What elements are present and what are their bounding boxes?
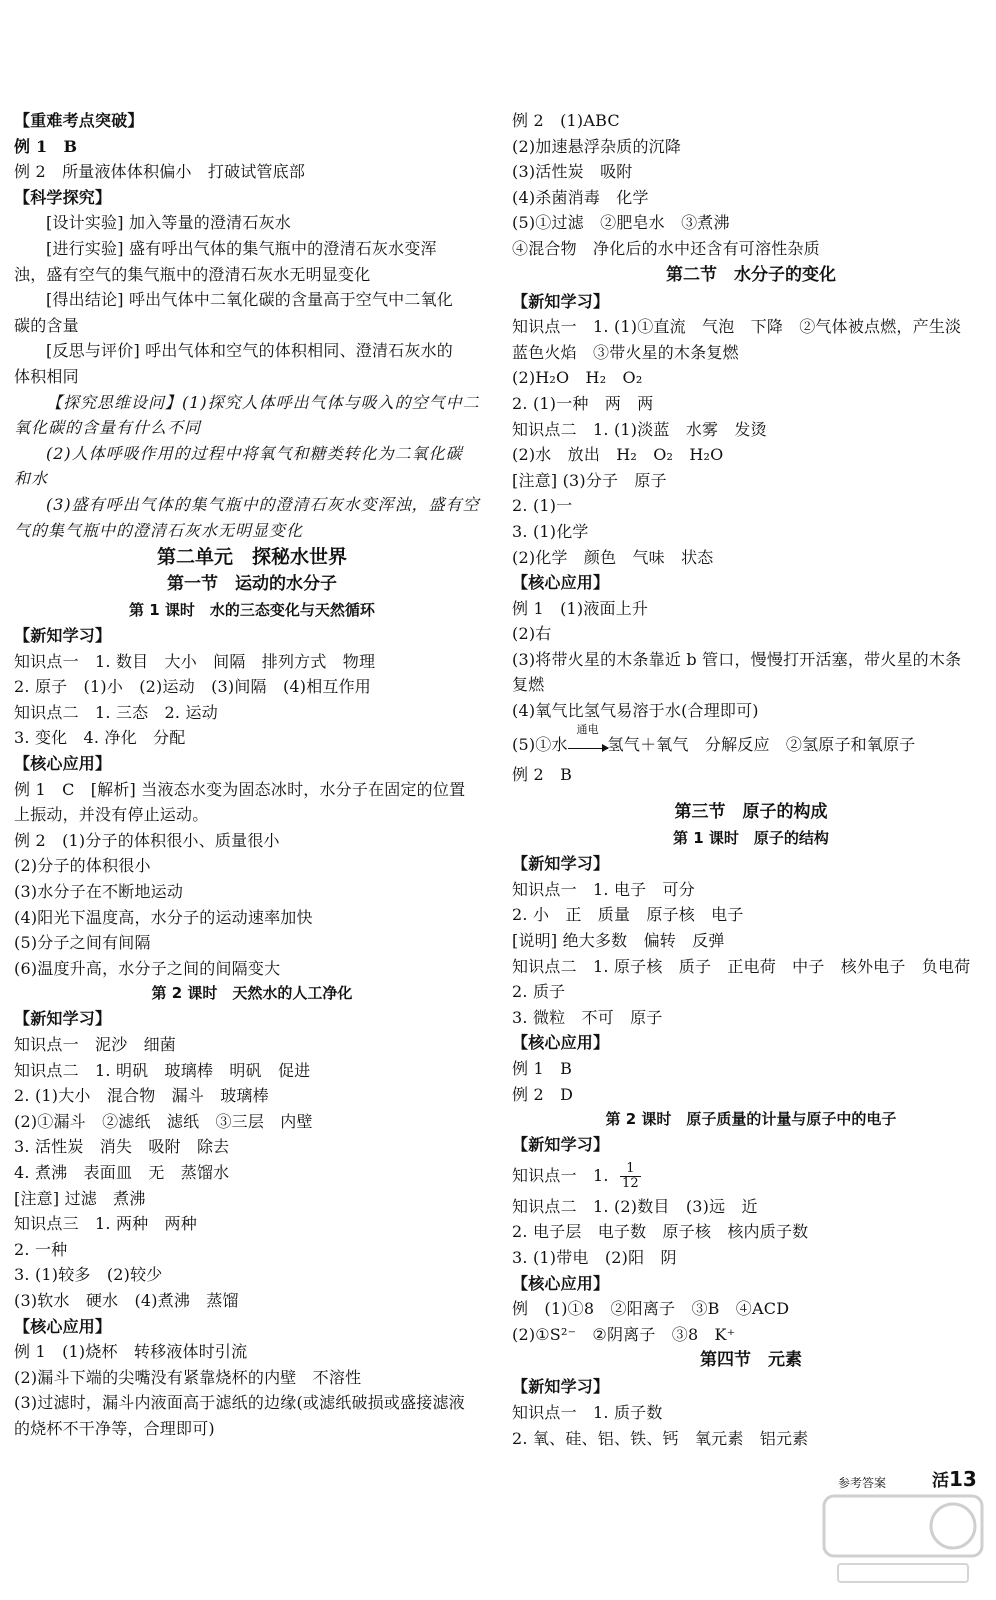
answer-line: 例 1 B: [14, 136, 78, 156]
subsection-label: 【新知学习】: [14, 626, 112, 646]
lesson-heading: 第 2 课时 原子质量的计量与原子中的电子: [605, 1110, 897, 1129]
answer-line: (2)人体呼吸作用的过程中将氧气和糖类转化为二氧化碳: [46, 443, 463, 463]
answer-line: 2. (1)大小 混合物 漏斗 玻璃棒: [14, 1086, 269, 1106]
answer-line: 和水: [14, 469, 49, 489]
answer-line: 2. (1)一种 两 两: [512, 393, 654, 413]
reaction-arrow-icon: [568, 722, 608, 749]
subsection-label: 【新知学习】: [512, 854, 610, 874]
answer-line: 例 2 所量液体体积偏小 打破试管底部: [14, 162, 306, 182]
answer-line: 例 1 C [解析] 当液态水变为固态冰时，水分子在固定的位置: [14, 779, 466, 799]
answer-line: 【探究思维设问】(1)探究人体呼出气体与吸入的空气中二: [46, 392, 480, 412]
electrolysis-equation-line: [512, 724, 990, 762]
answer-line: [进行实验] 盛有呼出气体的集气瓶中的澄清石灰水变浑: [46, 238, 437, 258]
answer-line: 2. 小 正 质量 原子核 电子: [512, 905, 744, 925]
subsection-label: 【新知学习】: [512, 1377, 610, 1397]
answer-line: (3)软水 硬水 (4)煮沸 蒸馏: [14, 1290, 239, 1310]
answer-line: 例 1 B: [512, 1059, 573, 1078]
answer-line: 上振动，并没有停止运动。: [14, 805, 209, 825]
fraction-answer-line: [512, 1158, 990, 1194]
answer-line: (6)温度升高，水分子之间的间隔变大: [14, 958, 281, 978]
answer-line: 2. (1)一: [512, 496, 573, 516]
answer-line: 知识点二 1. (1)淡蓝 水雾 发烫: [512, 419, 767, 439]
answer-line: 知识点一 1. (1)①直流 气泡 下降 ②气体被点燃，产生淡: [512, 317, 962, 337]
answer-line: (3)活性炭 吸附: [512, 162, 633, 182]
lesson-heading: 第 1 课时 水的三态变化与天然循环: [129, 601, 375, 620]
answer-line: [反思与评价] 呼出气体和空气的体积相同、澄清石灰水的: [46, 341, 453, 361]
fraction: [620, 1162, 641, 1191]
answer-line: 2. 原子 (1)小 (2)运动 (3)间隔 (4)相互作用: [14, 677, 372, 697]
answer-line: (4)氧气比氢气易溶于水(合理即可): [512, 701, 759, 721]
answer-line: 蓝色火焰 ③带火星的木条复燃: [512, 342, 739, 362]
page-prefix: 活: [932, 1471, 949, 1491]
answer-line: [设计实验] 加入等量的澄清石灰水: [46, 213, 291, 233]
subsection-label: 【科学探究】: [14, 187, 112, 207]
section-heading: 第二节 水分子的变化: [666, 264, 836, 285]
answer-line: 例 (1)①8 ②阳离子 ③B ④ACD: [512, 1299, 790, 1319]
answer-line: [注意] (3)分子 原子: [512, 470, 667, 490]
answer-line: 3. (1)带电 (2)阳 阴: [512, 1247, 677, 1267]
answer-line: 例 2 (1)分子的体积很小、质量很小: [14, 830, 280, 850]
subsection-label: 【重难考点突破】: [14, 111, 144, 130]
lesson-heading: 第 1 课时 原子的结构: [673, 829, 829, 848]
equation-reactant: (5)①水: [512, 734, 568, 754]
subsection-label: 【核心应用】: [14, 1316, 112, 1336]
answer-line: [说明] 绝大多数 偏转 反弹: [512, 931, 725, 951]
subsection-label: 【核心应用】: [512, 1273, 610, 1293]
answer-line: 2. 电子层 电子数 原子核 核内质子数: [512, 1222, 809, 1242]
answer-line: 3. (1)化学: [512, 521, 589, 541]
answer-line: 浊，盛有空气的集气瓶中的澄清石灰水无明显变化: [14, 264, 371, 284]
answer-line: (4)杀菌消毒 化学: [512, 187, 649, 207]
fraction-numerator: 1: [620, 1162, 641, 1177]
answer-line: (2)①漏斗 ②滤纸 滤纸 ③三层 内壁: [14, 1111, 313, 1131]
unit-heading: 第二单元 探秘水世界: [156, 546, 347, 569]
answer-line: 体积相同: [14, 366, 79, 386]
subsection-label: 【新知学习】: [14, 1009, 112, 1029]
answer-line: (2)加速悬浮杂质的沉降: [512, 136, 682, 156]
answer-line: 例 1 (1)液面上升: [512, 598, 649, 618]
answer-line: (3)水分子在不断地运动: [14, 882, 184, 902]
subsection-label: 【核心应用】: [512, 1033, 610, 1053]
fraction-denominator: 12: [621, 1175, 639, 1191]
answer-line: 的烧杯不干净等，合理即可): [14, 1418, 215, 1438]
answer-line: (4)阳光下温度高，水分子的运动速率加快: [14, 907, 313, 927]
answer-line: (2)水 放出 H₂ O₂ H₂O: [512, 445, 724, 465]
answer-line: 知识点一 1. 电子 可分: [512, 879, 695, 899]
answer-line: (3)盛有呼出气体的集气瓶中的澄清石灰水变浑浊，盛有空: [46, 494, 480, 514]
answer-line: 3. 活性炭 消失 吸附 除去: [14, 1137, 230, 1157]
answer-line: 2. 氧、硅、铝、铁、钙 氧元素 铝元素: [512, 1428, 809, 1448]
answer-line: 2. 质子: [512, 982, 566, 1002]
answer-line: 复燃: [512, 675, 545, 695]
spacer: [512, 787, 990, 799]
right-column: [512, 108, 990, 1451]
answer-line: (2)漏斗下端的尖嘴没有紧靠烧杯的内壁 不溶性: [14, 1367, 362, 1387]
answer-line: (5)分子之间有间隔: [14, 933, 151, 953]
answer-line: 知识点一 泥沙 细菌: [14, 1035, 177, 1054]
answer-line: 知识点二 1. (2)数目 (3)远 近: [512, 1196, 758, 1216]
section-heading: 第三节 原子的构成: [674, 802, 828, 823]
answer-line: (3)过滤时，漏斗内液面高于滤纸的边缘(或滤纸破损或盛接滤液: [14, 1393, 465, 1413]
answer-line: 气的集气瓶中的澄清石灰水无明显变化: [14, 520, 304, 540]
answer-line: 3. (1)较多 (2)较少: [14, 1265, 163, 1285]
answer-line: (2)分子的体积很小: [14, 856, 151, 876]
answer-line: 知识点二 1. 三态 2. 运动: [14, 702, 218, 722]
answer-line: (2)右: [512, 624, 552, 644]
answer-line: 氧化碳的含量有什么不同: [14, 418, 202, 438]
subsection-label: 【新知学习】: [512, 291, 610, 311]
lesson-heading: 第 2 课时 天然水的人工净化: [151, 984, 353, 1003]
section-heading: 第一节 运动的水分子: [167, 574, 337, 595]
answer-line: [注意] 过滤 煮沸: [14, 1188, 146, 1208]
answer-line: 知识点二 1. 明矾 玻璃棒 明矾 促进: [14, 1060, 311, 1080]
page-number-value: 13: [949, 1467, 977, 1491]
answer-line: 例 2 (1)ABC: [512, 111, 620, 130]
answer-line: 2. 一种: [14, 1239, 68, 1259]
answer-line: 知识点二 1. 原子核 质子 正电荷 中子 核外电子 负电荷: [512, 956, 971, 976]
fraction-prefix: 知识点一 1.: [512, 1165, 614, 1185]
answer-line: (3)将带火星的木条靠近 b 管口，慢慢打开活塞，带火星的木条: [512, 649, 962, 669]
answer-line: 例 2 B: [512, 764, 573, 784]
answer-line: 知识点一 1. 质子数: [512, 1402, 663, 1422]
answer-line: 例 1 (1)烧杯 转移液体时引流: [14, 1342, 248, 1362]
answer-line: (2)H₂O H₂ O₂: [512, 368, 643, 388]
answer-line: (5)①过滤 ②肥皂水 ③煮沸: [512, 213, 730, 233]
subsection-label: 【核心应用】: [14, 754, 112, 774]
answer-line: 3. 变化 4. 净化 分配: [14, 728, 186, 748]
left-column: [14, 108, 490, 1442]
answer-line: 3. 微粒 不可 原子: [512, 1007, 663, 1027]
answer-line: 知识点一 1. 数目 大小 间隔 排列方式 物理: [14, 651, 376, 671]
answer-line: 知识点三 1. 两种 两种: [14, 1214, 197, 1234]
equation-products: 氢气＋氧气 分解反应 ②氢原子和氧原子: [607, 734, 916, 754]
page-number: [932, 1466, 977, 1491]
answer-line: (2)①S²⁻ ②阴离子 ③8 K⁺: [512, 1324, 736, 1344]
reference-answers-label: 参考答案: [838, 1476, 887, 1490]
answer-line: ④混合物 净化后的水中还含有可溶性杂质: [512, 238, 820, 258]
answer-line: 4. 煮沸 表面皿 无 蒸馏水: [14, 1162, 230, 1182]
watermark-logo-icon: [818, 1490, 988, 1590]
subsection-label: 【核心应用】: [512, 573, 610, 593]
answer-line: 碳的含量: [14, 315, 79, 335]
answer-line: 例 2 D: [512, 1084, 574, 1104]
section-heading: 第四节 元素: [700, 1350, 802, 1371]
answer-line: [得出结论] 呼出气体中二氧化碳的含量高于空气中二氧化: [46, 290, 453, 310]
reaction-condition: 通电: [576, 722, 599, 736]
subsection-label: 【新知学习】: [512, 1135, 610, 1155]
answer-line: (2)化学 颜色 气味 状态: [512, 547, 714, 567]
